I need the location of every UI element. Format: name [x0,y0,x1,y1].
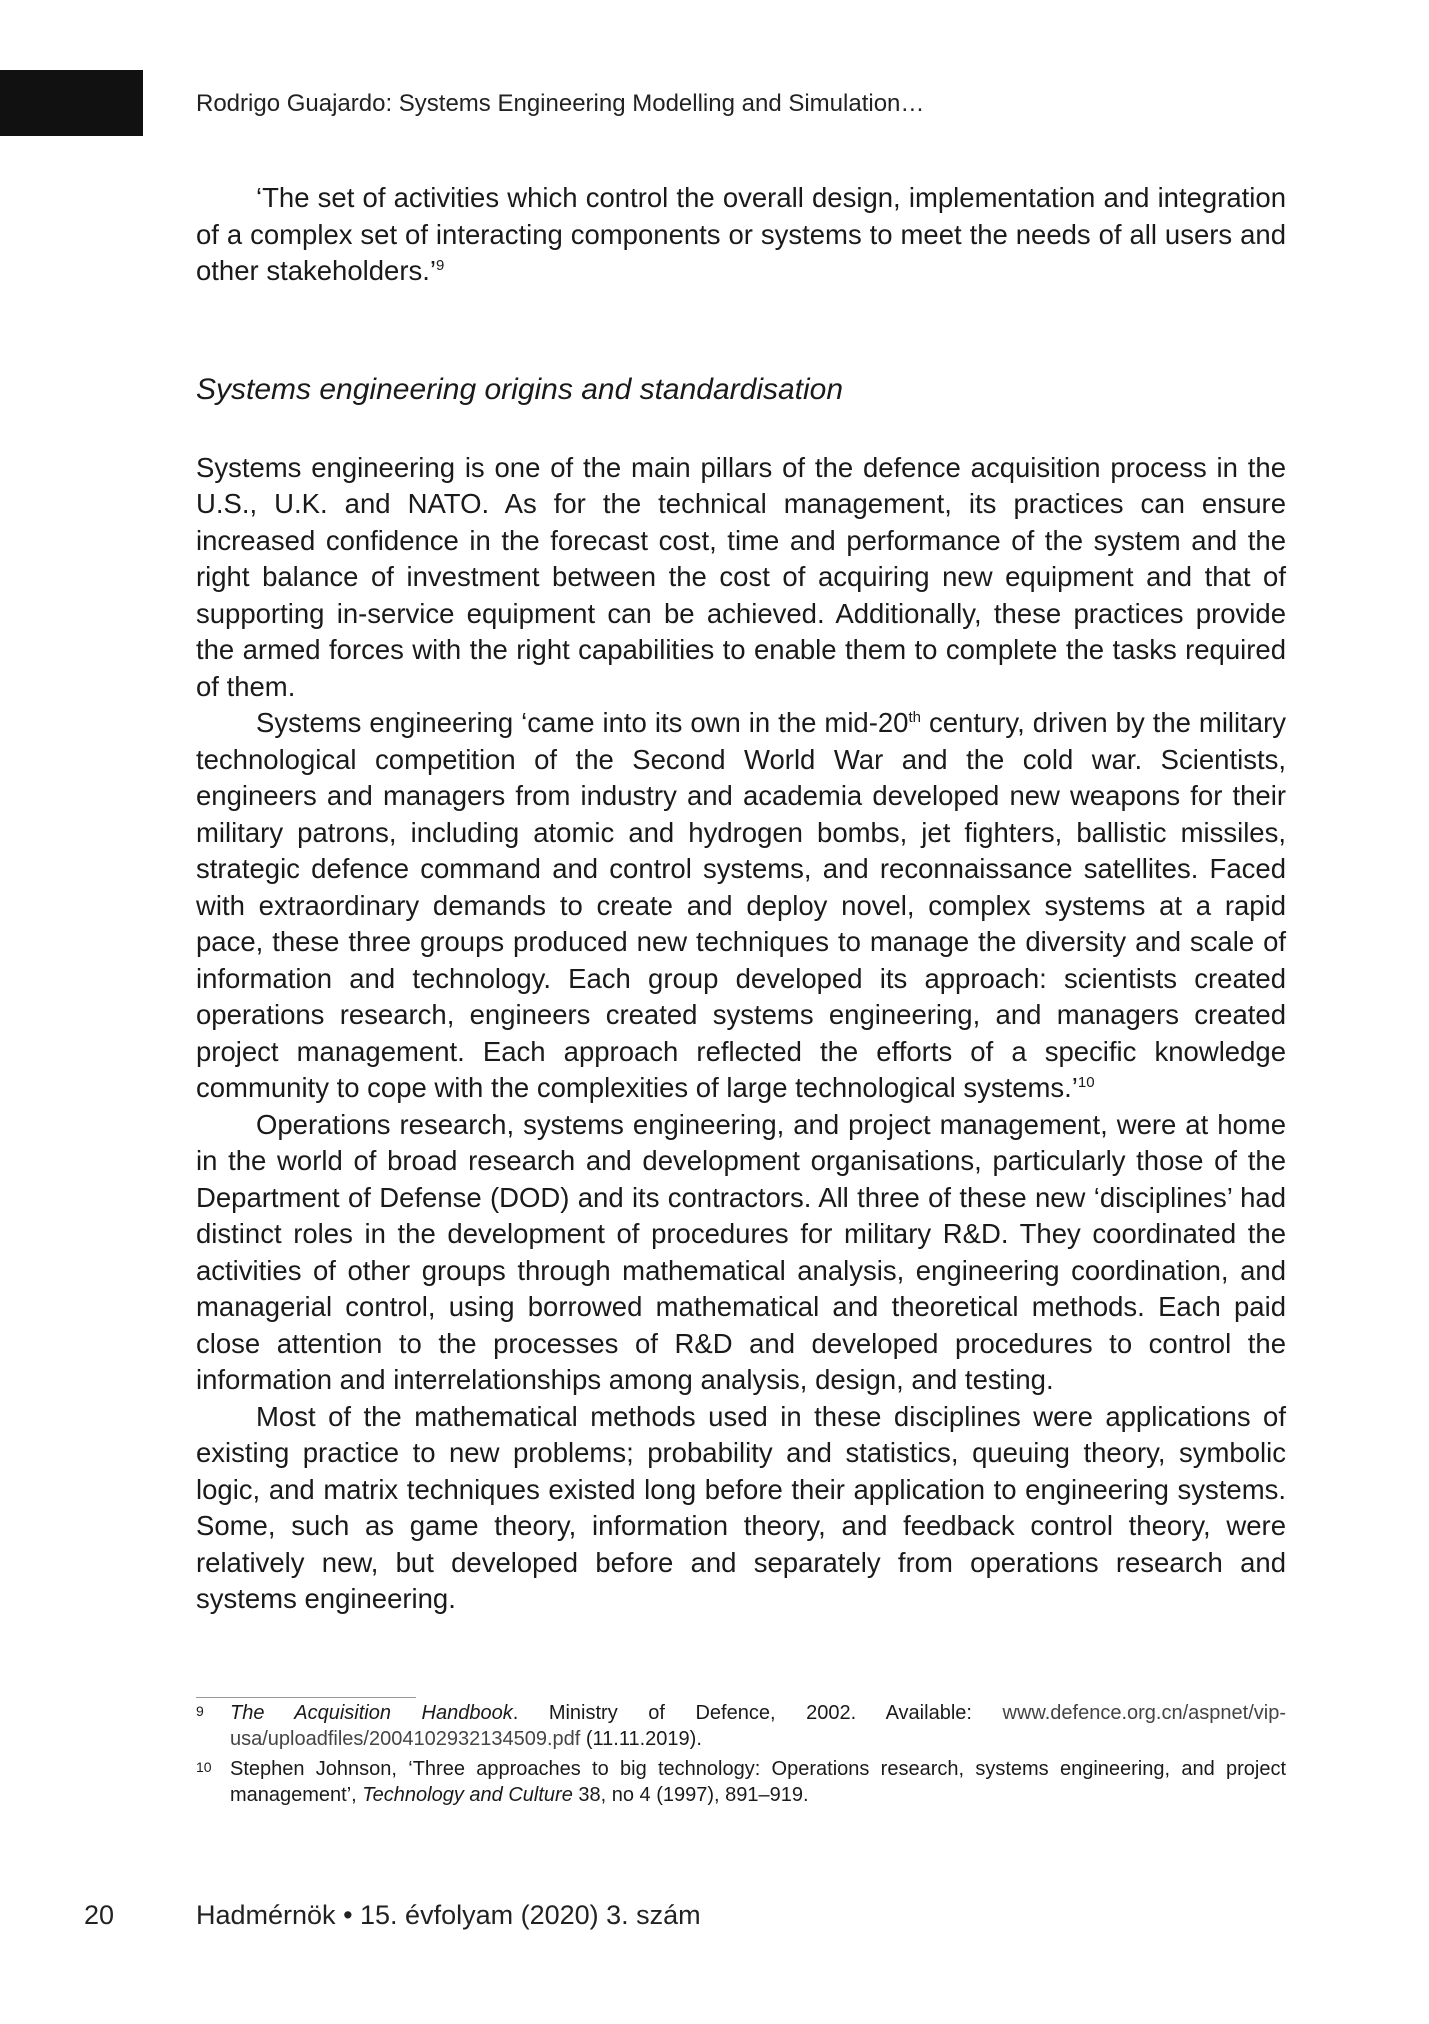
paragraph-2 [196,705,1286,1107]
footnote-ref-10[interactable]: 10 [1077,1073,1095,1091]
running-head: Rodrigo Guajardo: Systems Engineering Modelling and Simulation… [196,90,925,117]
paragraph-2-text-b: century, driven by the military technological competition of the Second World War and the cold war. Scientists, engineers and managers from industry and academia developed new weapons for their military patrons, including atomic and hydrogen bombs, jet fighters, ballistic missiles, strategic defence command and control systems, and reconnaissance satellites. Faced with extraordinary demands to create and deploy novel, complex systems at a rapid pace, these three groups produced new techniques to manage the diversity and scale of information and technology. Each group developed its approach: scientists created operations research, engineers created systems engineering, and managers created project management. Each approach reflected the efforts of a specific knowledge community to cope with the complexities of large technological systems.’ [196,707,1286,1103]
footnote-text: Stephen Johnson, ‘Three approaches to big technology: Operations research, systems engineering, and project management’, [230,1758,1286,1806]
footnote-link[interactable]: www.defence.org.cn/aspnet/vip-usa/uploadfiles/2004102932134509.pdf [230,1702,1286,1750]
footnote-number: 9 [196,1703,204,1719]
footnote-number: 10 [196,1759,212,1775]
footnote-title: The Acquisition Handbook [230,1702,513,1724]
paragraph-4: Most of the mathematical methods used in these disciplines were applications of existing practice to new problems; probability and statistics, queuing theory, symbolic logic, and matrix techniques existed long before their application to engineering systems. Some, such as game theory, information theory, and feedback control theory, were relatively new, but developed before and separately from operations research and systems engineering. [196,1400,1286,1614]
main-text [196,180,1286,1618]
footnote-10 [196,1756,1286,1808]
footnotes [196,1700,1286,1812]
page-number: 20 [84,1900,115,1930]
footnote-text: . Ministry of Defence, 2002. Available: [512,1702,1003,1724]
quote-text: ‘The set of activities which control the overall design, implementation and integration of a complex set of interacting components or systems to meet the needs of all users and other stakeholders.’ [196,182,1286,286]
block-quote [196,180,1286,290]
section-heading: Systems engineering origins and standardisation [196,372,844,406]
footnote-accessed: (11.11.2019). [580,1728,702,1750]
paragraph-3: Operations research, systems engineering, and project management, were at home in the world of broad research and development organisations, particularly those of the Department of Defense (DOD) and its contractors. All three of these new ‘disciplines’ had distinct roles in the development of procedures for military R&D. They coordinated the activities of other groups through mathematical analysis, engineering coordination, and managerial control, using borrowed mathematical and theoretical methods. Each paid close attention to the processes of R&D and developed procedures to control the information and interrelationships among analysis, design, and testing. [196,1108,1286,1395]
footnote-divider [196,1697,416,1698]
footnote-journal: Technology and Culture [362,1784,573,1806]
paragraph-2-text-a: Systems engineering ‘came into its own in the mid-20 [256,707,909,738]
footnote-text-end: 38, no 4 (1997), 891–919. [572,1784,809,1806]
journal-footer: Hadmérnök • 15. évfolyam (2020) 3. szám [196,1900,701,1930]
footnote-ref-9[interactable]: 9 [436,256,445,274]
ordinal-superscript: th [908,708,921,726]
paragraph-1: Systems engineering is one of the main pillars of the defence acquisition process in the U.S., U.K. and NATO. As for the technical management, its practices can ensure increased confidence in the forecast cost, time and performance of the system and the right balance of investment between the cost of acquiring new equipment and that of supporting in-service equipment can be achieved. Additionally, these practices provide the armed forces with the right capabilities to enable them to complete the tasks required of them. [196,451,1286,702]
footnote-9 [196,1700,1286,1752]
page-edge-tab [0,70,143,136]
